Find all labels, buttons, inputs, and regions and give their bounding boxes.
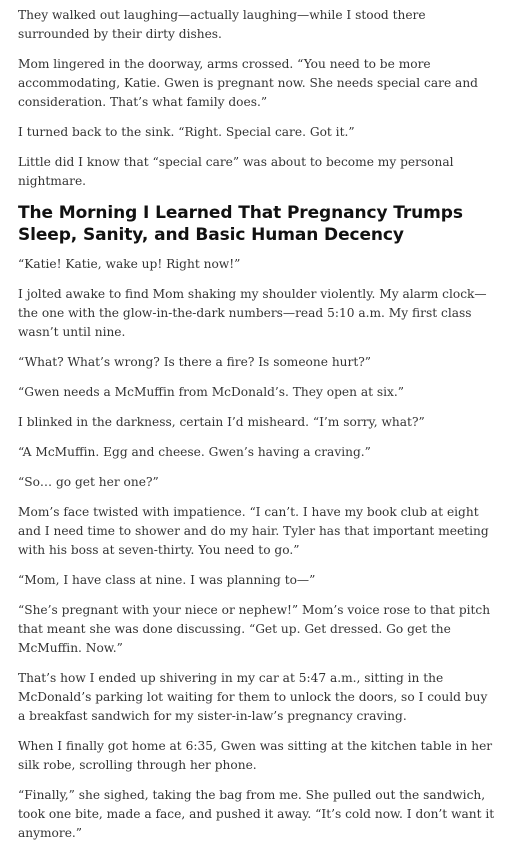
paragraph: “What? What’s wrong? Is there a fire? Is someone hurt?” [18,355,372,369]
paragraph: Mom lingered in the doorway, arms crossed. “You need to be more accommodating, Katie. Gwen is pregnant now. She needs special care and consideration. That’s what family does.” [18,57,478,109]
paragraph: “Gwen needs a McMuffin from McDonald’s. They open at six.” [18,385,404,399]
paragraph: They walked out laughing—actually laughing—while I stood there surrounded by their dirty dishes. [18,8,426,41]
paragraph: “Finally,” she sighed, taking the bag from me. She pulled out the sandwich, took one bite, made a face, and pushed it away. “It’s cold now. I don’t want it anymore.” [18,788,495,840]
section-heading: The Morning I Learned That Pregnancy Trumps Sleep, Sanity, and Basic Human Decency [18,203,463,245]
paragraph: I blinked in the darkness, certain I’d misheard. “I’m sorry, what?” [18,415,425,429]
paragraph: “She’s pregnant with your niece or nephew!” Mom’s voice rose to that pitch that meant she was done discussing. “Get up. Get dressed. Go get the McMuffin. Now.” [18,603,491,655]
paragraph: Mom’s face twisted with impatience. “I can’t. I have my book club at eight and I need time to shower and do my hair. Tyler has that important meeting with his boss at seven-thirty. You need to go.” [18,505,489,557]
paragraph: “Mom, I have class at nine. I was planning to—” [18,573,316,587]
paragraph: Little did I know that “special care” was about to become my personal nightmare. [18,155,454,188]
paragraph: That’s how I ended up shivering in my car at 5:47 a.m., sitting in the McDonald’s parking lot waiting for them to unlock the doors, so I could buy a breakfast sandwich for my sister-in-law’s pregnancy craving. [18,671,488,723]
paragraph: I jolted awake to find Mom shaking my shoulder violently. My alarm clock—the one with the glow-in-the-dark numbers—read 5:10 a.m. My first class wasn’t until nine. [18,287,487,339]
paragraph: “Katie! Katie, wake up! Right now!” [18,257,241,271]
paragraph: “A McMuffin. Egg and cheese. Gwen’s having a craving.” [18,445,371,459]
paragraph: When I finally got home at 6:35, Gwen was sitting at the kitchen table in her silk robe, scrolling through her phone. [18,739,493,772]
paragraph: I turned back to the sink. “Right. Special care. Got it.” [18,125,355,139]
paragraph: “So… go get her one?” [18,475,159,489]
